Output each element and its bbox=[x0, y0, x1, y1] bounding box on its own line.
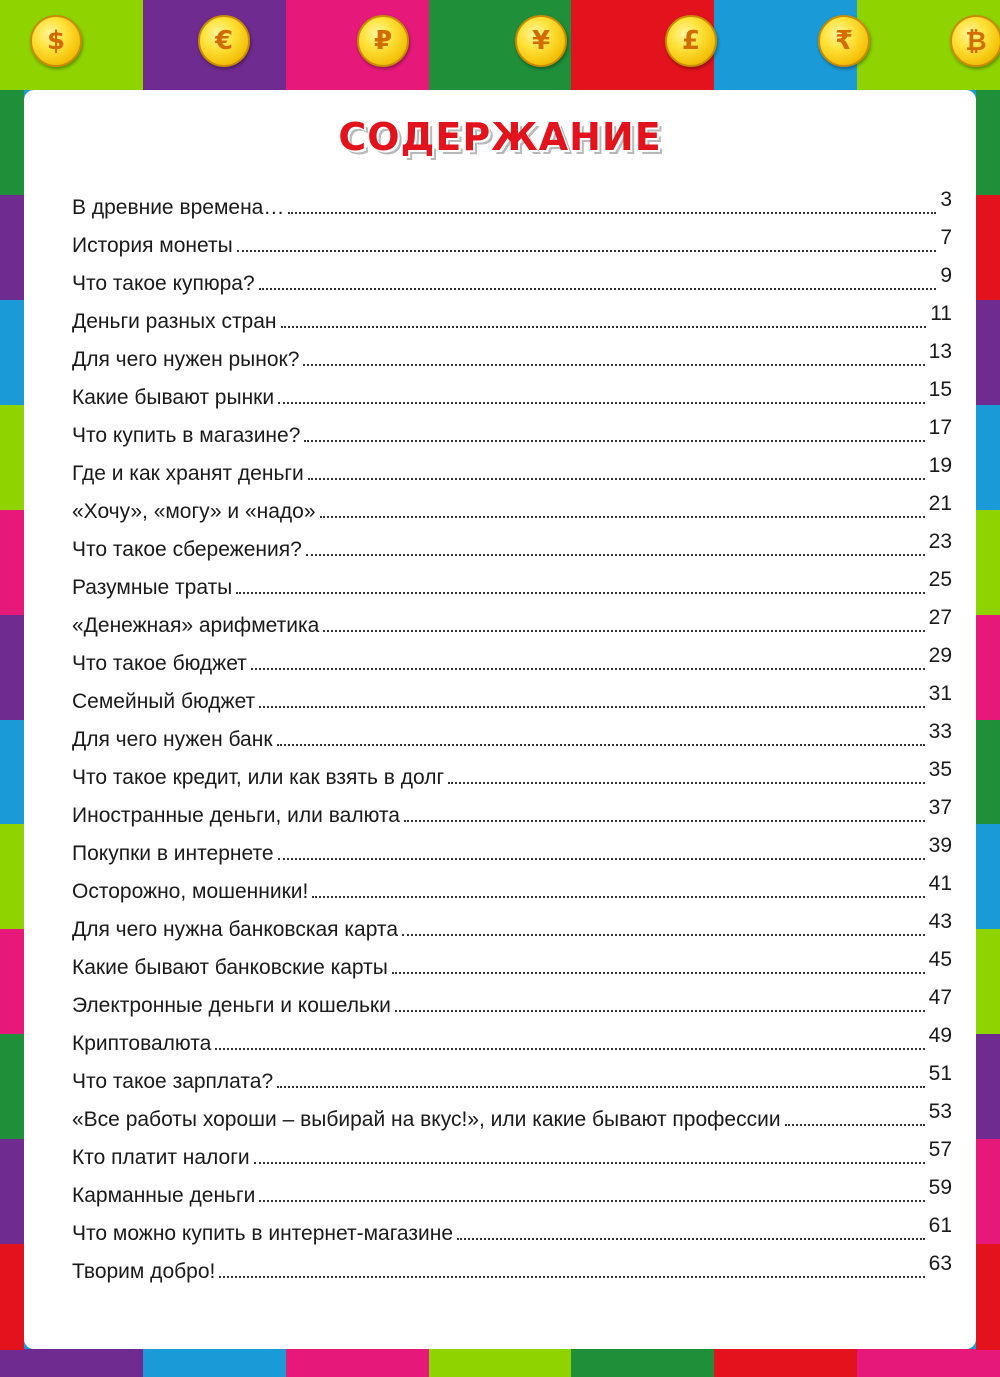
toc-entry[interactable] bbox=[72, 1062, 952, 1100]
dot-leader bbox=[288, 212, 936, 214]
toc-entry[interactable] bbox=[72, 1252, 952, 1290]
toc-entry-page: 3 bbox=[940, 188, 952, 211]
dot-leader bbox=[259, 288, 937, 290]
dot-leader bbox=[215, 1048, 924, 1050]
toc-entry-title: «Все работы хороши – выбирай на вкус!», или какие бывают профессии bbox=[72, 1108, 781, 1131]
toc-entry[interactable] bbox=[72, 720, 952, 758]
toc-entry[interactable] bbox=[72, 264, 952, 302]
page-title: СОДЕРЖАНИЕ bbox=[338, 115, 662, 159]
bitcoin-coin-icon: ₿ bbox=[950, 15, 1000, 67]
dot-leader bbox=[402, 934, 925, 936]
dot-leader bbox=[277, 744, 925, 746]
toc-entry-title: Что такое зарплата? bbox=[72, 1070, 274, 1093]
toc-entry[interactable] bbox=[72, 454, 952, 492]
toc-entry-page: 57 bbox=[928, 1138, 952, 1161]
toc-entry[interactable] bbox=[72, 986, 952, 1024]
toc-entry-title: В древние времена… bbox=[72, 196, 285, 219]
toc-entry[interactable] bbox=[72, 834, 952, 872]
dot-leader bbox=[395, 1010, 925, 1012]
border-tile bbox=[976, 720, 1000, 826]
dot-leader bbox=[457, 1238, 925, 1240]
border-tile bbox=[976, 300, 1000, 406]
border-tile bbox=[0, 510, 24, 616]
dot-leader bbox=[278, 402, 925, 404]
border-tile bbox=[0, 90, 24, 196]
dot-leader bbox=[312, 896, 924, 898]
toc-entry-page: 61 bbox=[928, 1214, 952, 1237]
toc-entry-title: Для чего нужна банковская карта bbox=[72, 918, 398, 941]
border-tile bbox=[976, 824, 1000, 930]
toc-entry-title: Покупки в интернете bbox=[72, 842, 274, 865]
toc-entry[interactable] bbox=[72, 340, 952, 378]
toc-entry-title: Творим добро! bbox=[72, 1260, 216, 1283]
dot-leader bbox=[219, 1276, 924, 1278]
border-tile bbox=[857, 1349, 1000, 1377]
toc-entry[interactable] bbox=[72, 872, 952, 910]
yen-coin-icon: ¥ bbox=[515, 15, 567, 67]
toc-entry-page: 47 bbox=[928, 986, 952, 1009]
toc-entry[interactable] bbox=[72, 1176, 952, 1214]
toc-entry[interactable] bbox=[72, 568, 952, 606]
toc-entry[interactable] bbox=[72, 1138, 952, 1176]
border-tile bbox=[976, 1244, 1000, 1350]
toc-entry-title: Для чего нужен рынок? bbox=[72, 348, 300, 371]
toc-entry-title: Что купить в магазине? bbox=[72, 424, 301, 447]
toc-entry-title: Иностранные деньги, или валюта bbox=[72, 804, 400, 827]
rupee-coin-icon: ₹ bbox=[818, 15, 870, 67]
border-tile bbox=[0, 929, 24, 1035]
toc-entry[interactable] bbox=[72, 378, 952, 416]
toc-entry-title: Семейный бюджет bbox=[72, 690, 256, 713]
border-tile bbox=[286, 1349, 430, 1377]
toc-entry-title: Что такое купюра? bbox=[72, 272, 255, 295]
toc-entry-page: 17 bbox=[928, 416, 952, 439]
toc-entry-title: Разумные траты bbox=[72, 576, 233, 599]
toc-entry-page: 11 bbox=[930, 302, 952, 325]
border-tile bbox=[976, 1034, 1000, 1140]
toc-entry-title: Криптовалюта bbox=[72, 1032, 212, 1055]
toc-entry[interactable] bbox=[72, 302, 952, 340]
toc-entry-title: Что такое бюджет bbox=[72, 652, 247, 675]
dot-leader bbox=[785, 1124, 925, 1126]
toc-entry-page: 43 bbox=[928, 910, 952, 933]
toc-entry[interactable] bbox=[72, 644, 952, 682]
toc-entry-page: 25 bbox=[928, 568, 952, 591]
toc-entry-page: 7 bbox=[940, 226, 952, 249]
toc-entry-page: 23 bbox=[928, 530, 952, 553]
toc-entry-title: Где и как хранят деньги bbox=[72, 462, 304, 485]
toc-entry[interactable] bbox=[72, 758, 952, 796]
border-tile bbox=[0, 300, 24, 406]
toc-entry-page: 51 bbox=[928, 1062, 952, 1085]
dot-leader bbox=[448, 782, 924, 784]
toc-entry-page: 45 bbox=[928, 948, 952, 971]
toc-entry-page: 21 bbox=[928, 492, 952, 515]
toc-entry-page: 13 bbox=[928, 340, 952, 363]
toc-entry-title: Что такое кредит, или как взять в долг bbox=[72, 766, 445, 789]
dot-leader bbox=[259, 706, 924, 708]
toc-entry[interactable] bbox=[72, 226, 952, 264]
toc-entry-title: Осторожно, мошенники! bbox=[72, 880, 309, 903]
ruble-coin-icon: ₽ bbox=[357, 15, 409, 67]
toc-entry-page: 59 bbox=[928, 1176, 952, 1199]
contents-page bbox=[24, 90, 976, 1349]
dot-leader bbox=[278, 858, 925, 860]
toc-entry-title: Что такое сбережения? bbox=[72, 538, 302, 561]
toc-entry[interactable] bbox=[72, 910, 952, 948]
dot-leader bbox=[277, 1086, 925, 1088]
border-tile bbox=[976, 615, 1000, 721]
border-tile bbox=[714, 1349, 858, 1377]
border-tile bbox=[0, 1034, 24, 1140]
toc-entry-page: 31 bbox=[928, 682, 952, 705]
toc-entry-title: Электронные деньги и кошельки bbox=[72, 994, 391, 1017]
border-tile bbox=[0, 824, 24, 930]
toc-entry[interactable] bbox=[72, 492, 952, 530]
toc-entry-title: «Хочу», «могу» и «надо» bbox=[72, 500, 316, 523]
dot-leader bbox=[237, 250, 937, 252]
dollar-coin-icon: $ bbox=[30, 15, 82, 67]
toc-entry[interactable] bbox=[72, 948, 952, 986]
dot-leader bbox=[392, 972, 925, 974]
border-tile bbox=[976, 929, 1000, 1035]
dot-leader bbox=[254, 1162, 925, 1164]
border-tile bbox=[976, 405, 1000, 511]
toc-entry-title: История монеты bbox=[72, 234, 233, 257]
toc-entry-page: 35 bbox=[928, 758, 952, 781]
toc-entry-page: 39 bbox=[928, 834, 952, 857]
toc-entry-page: 41 bbox=[928, 872, 952, 895]
toc-entry[interactable] bbox=[72, 188, 952, 226]
pound-coin-icon: £ bbox=[665, 15, 717, 67]
toc-entry[interactable] bbox=[72, 606, 952, 644]
toc-entry-page: 27 bbox=[928, 606, 952, 629]
toc-entry-title: Какие бывают рынки bbox=[72, 386, 275, 409]
border-tile bbox=[976, 90, 1000, 196]
toc-entry-title: Карманные деньги bbox=[72, 1184, 256, 1207]
dot-leader bbox=[304, 440, 924, 442]
border-tile bbox=[0, 1349, 144, 1377]
dot-leader bbox=[404, 820, 925, 822]
border-tile bbox=[143, 1349, 287, 1377]
toc-entry-page: 9 bbox=[940, 264, 952, 287]
dot-leader bbox=[323, 630, 924, 632]
toc-entry-title: Что можно купить в интернет-магазине bbox=[72, 1222, 453, 1245]
border-tile bbox=[0, 615, 24, 721]
dot-leader bbox=[320, 516, 925, 518]
border-tile bbox=[571, 1349, 715, 1377]
toc-entry[interactable] bbox=[72, 682, 952, 720]
dot-leader bbox=[303, 364, 924, 366]
toc-entry-page: 19 bbox=[928, 454, 952, 477]
border-tile bbox=[0, 1139, 24, 1245]
border-tile bbox=[0, 720, 24, 826]
border-tile bbox=[976, 1139, 1000, 1245]
dot-leader bbox=[281, 326, 927, 328]
toc-entry[interactable] bbox=[72, 796, 952, 834]
toc-entry-page: 53 bbox=[928, 1100, 952, 1123]
toc-entry[interactable] bbox=[72, 1024, 952, 1062]
border-tile bbox=[429, 1349, 573, 1377]
toc-entry-page: 63 bbox=[928, 1252, 952, 1275]
toc-entry-title: Кто платит налоги bbox=[72, 1146, 250, 1169]
toc-entry-page: 33 bbox=[928, 720, 952, 743]
toc-entry[interactable] bbox=[72, 416, 952, 454]
toc-entry[interactable] bbox=[72, 1214, 952, 1252]
border-tile bbox=[0, 195, 24, 301]
toc-entry-page: 29 bbox=[928, 644, 952, 667]
euro-coin-icon: € bbox=[198, 15, 250, 67]
dot-leader bbox=[251, 668, 925, 670]
border-tile bbox=[976, 195, 1000, 301]
toc-entry-title: Деньги разных стран bbox=[72, 310, 277, 333]
dot-leader bbox=[308, 478, 925, 480]
border-tile bbox=[0, 405, 24, 511]
toc-entry-page: 37 bbox=[928, 796, 952, 819]
toc-entry[interactable] bbox=[72, 1100, 952, 1138]
dot-leader bbox=[306, 554, 925, 556]
table-of-contents bbox=[72, 188, 952, 1290]
border-tile bbox=[976, 510, 1000, 616]
toc-entry-title: Какие бывают банковские карты bbox=[72, 956, 388, 979]
toc-entry-page: 49 bbox=[928, 1024, 952, 1047]
dot-leader bbox=[259, 1200, 924, 1202]
toc-entry-title: Для чего нужен банк bbox=[72, 728, 273, 751]
toc-entry[interactable] bbox=[72, 530, 952, 568]
dot-leader bbox=[236, 592, 924, 594]
toc-entry-title: «Денежная» арифметика bbox=[72, 614, 320, 637]
border-tile bbox=[0, 1244, 24, 1350]
toc-entry-page: 15 bbox=[928, 378, 952, 401]
